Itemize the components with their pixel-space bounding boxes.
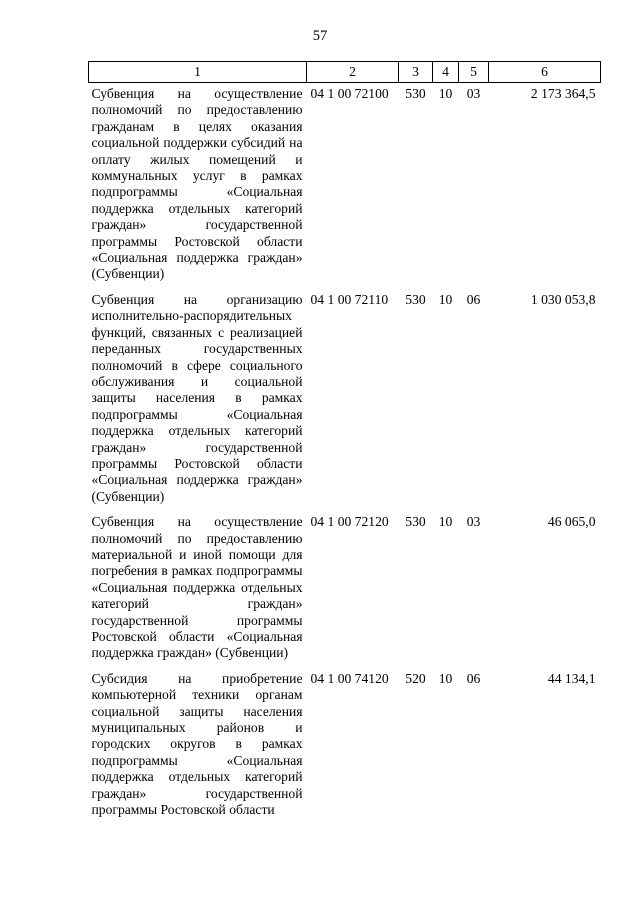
row-col-4: 10	[438, 86, 453, 101]
row-col-3: 530	[405, 291, 426, 307]
table-row	[89, 511, 601, 668]
row-col-4: 10	[438, 670, 453, 686]
row-amount: 44 134,1	[547, 670, 596, 686]
row-amount: 1 030 053,8	[530, 291, 596, 307]
column-header-6: 6	[489, 62, 601, 83]
row-col-3: 530	[405, 86, 426, 101]
row-col-3: 520	[405, 670, 426, 686]
row-col-5: 03	[466, 86, 481, 101]
column-header-2: 2	[307, 62, 399, 83]
budget-table	[88, 61, 601, 824]
column-header-1: 1	[89, 62, 307, 83]
row-col-4: 10	[438, 514, 453, 530]
row-name: Субвенция на осуществление полномочий по предоставлению гражданам в целях оказания социальной поддержки субсидий на оплату жилых помещений и коммунальных услуг в рамках подпрограммы «Социальная поддержка отдельных категорий граждан» государственной программы Ростовской области «Социальная поддержка граждан» (Субвенции)	[91, 86, 303, 282]
row-amount: 46 065,0	[547, 514, 596, 530]
column-header-3: 3	[399, 62, 433, 83]
page-number: 57	[312, 28, 328, 44]
row-col-5: 06	[466, 670, 481, 686]
row-col-4: 10	[438, 291, 453, 307]
header-row	[89, 62, 601, 83]
row-name: Субсидия на приобретение компьютерной техники органам социальной защиты населения муниципальных районов и городских округов в рамках подпрограммы «Социальная поддержка отдельных категорий граждан» государственной программы Ростовской области	[91, 670, 303, 818]
column-header-5: 5	[459, 62, 489, 83]
row-code: 04 1 00 74120	[310, 670, 389, 686]
row-col-5: 03	[466, 514, 481, 530]
row-amount: 2 173 364,5	[530, 86, 596, 101]
row-code: 04 1 00 72120	[310, 514, 389, 530]
row-col-5: 06	[466, 291, 481, 307]
table-row	[89, 668, 601, 825]
column-header-4: 4	[433, 62, 459, 83]
row-col-3: 530	[405, 514, 426, 530]
table-row	[89, 289, 601, 511]
row-name: Субвенция на организацию исполнительно-распорядительных функций, связанных с реализацией переданных государственных полномочий в сфере социального обслуживания и социальной защиты населения в рамках подпрограммы «Социальная поддержка отдельных категорий граждан» государственной программы Ростовской области «Социальная поддержка граждан» (Субвенции)	[91, 291, 303, 504]
row-name: Субвенция на осуществление полномочий по предоставлению материальной и иной помощи для погребения в рамках подпрограммы «Социальная поддержка отдельных категорий граждан» государственной программы Ростовской области «Социальная поддержка граждан» (Субвенции)	[91, 514, 303, 661]
table-row	[89, 83, 601, 289]
row-code: 04 1 00 72100	[310, 86, 389, 101]
row-code: 04 1 00 72110	[310, 291, 389, 307]
